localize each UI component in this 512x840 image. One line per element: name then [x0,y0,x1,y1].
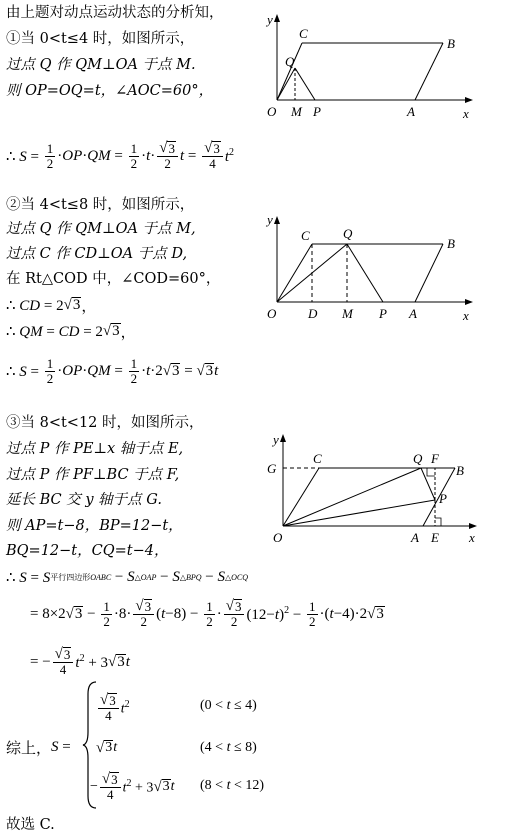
summary-cond-1: (0 < t ≤ 4) [200,698,257,713]
intro-text: 由上题对动点运动状态的分析知， [6,5,224,21]
c3-label-A: A [411,530,419,545]
c2-label-C: C [301,228,310,243]
case2-title: ②当 4<t≤8 时，如图所示， [6,197,195,213]
c2-label-x: x [463,308,469,323]
case3-line4: 延长 BC 交 y 轴于点 G. [6,492,162,508]
case3-figure [255,430,490,548]
case3-formula3: = − √ 3 4 $t^2 + 3$ √ 3 t [30,646,130,677]
answer-text: 故选 C. [6,817,55,833]
c1-label-C: C [299,26,308,41]
c3-label-x: x [469,530,475,545]
summary-case-3: − √ 3 4 $t^2 + 3$ √ 3 t [90,771,175,802]
c2-label-O: O [267,306,277,321]
c3-label-E: E [431,530,439,545]
c3-label-P: P [439,491,447,506]
c2-label-A: A [409,306,417,321]
case1-line3: 则 OP=OQ=t，∠AOC=60°， [6,83,214,99]
c2-label-P: P [379,306,387,321]
c1-label-P: P [313,104,321,119]
summary-text: 综上， [6,740,52,757]
case2-line2: 过点 Q 作 QM⊥OA 于点 M, [6,221,196,237]
case1-formula: ∴ S = $\frac{1}{2}$ ·OP·QM = $\frac{1}{2}$ ·t· √ 3 2 t = √ 3 4 $t^2$ [6,140,235,171]
summary-case-1: √ 3 4 $t^2$ [100,692,130,723]
case2-line4: 在 Rt△COD 中，∠COD=60°， [6,271,221,287]
c2-label-Q: Q [343,226,353,241]
case2-formula: ∴ S = $\frac{1}{2}$ ·OP·QM = $\frac{1}{2}$ ·t·2 √ 3 = √ 3 t [6,355,219,386]
c1-label-M: M [291,104,302,119]
case1-line2: 过点 Q 作 QM⊥OA 于点 M. [6,57,196,73]
c1-label-Q: Q [285,54,295,69]
case3-formula1: ∴ S = S 平行四边形OABC − S △OAP − S △BPQ − S △OCQ [6,568,249,586]
c1-label-y: y [267,12,273,27]
case3-line6: BQ=12−t，CQ=t−4， [6,543,169,559]
case1-figure [255,10,485,125]
c3-label-O: O [273,530,283,545]
c2-label-y: y [267,212,273,227]
c1-label-B: B [447,36,455,51]
c3-label-y: y [273,432,279,447]
case3-formula2: = 8×2 √ 3 − $\frac{1}{2}$ ·8· √ 3 2 (t−8) − $\frac{1}{2}$ · √ 3 2 $(12-t)^2$ − $\frac{1}{2}$ ·(t−4)·2 √ 3 [30,598,384,629]
c1-label-O: O [267,104,277,119]
summary-cond-3: (8 < t < 12) [200,778,265,793]
c1-label-x: x [463,106,469,121]
c3-label-B: B [456,463,464,478]
case1-title: ①当 0<t≤4 时，如图所示， [6,31,195,47]
case2-figure [255,210,485,325]
summary-case-2: √ 3 t [96,739,118,756]
case2-line6: ∴ QM = CD = 2 √ 3 ， [6,322,136,341]
case3-line3: 过点 P 作 PF⊥BC 于点 F, [6,467,180,483]
c3-label-F: F [431,451,439,466]
summary-label: 综上， S = [6,738,71,757]
c3-label-G: G [267,461,277,476]
c3-label-Q: Q [413,451,423,466]
c2-label-M: M [342,306,353,321]
case3-line5: 则 AP=t−8，BP=12−t， [6,518,183,534]
case3-line2: 过点 P 作 PE⊥x 轴于点 E, [6,441,184,457]
c2-label-D: D [308,306,318,321]
c2-label-B: B [447,236,455,251]
c1-label-A: A [407,104,415,119]
case2-line5: ∴ CD = 2 √ 3 ， [6,296,97,315]
case3-title: ③当 8<t<12 时，如图所示， [6,415,204,431]
case2-line3: 过点 C 作 CD⊥OA 于点 D, [6,246,188,262]
summary-cond-2: (4 < t ≤ 8) [200,740,257,755]
c3-label-C: C [313,451,322,466]
